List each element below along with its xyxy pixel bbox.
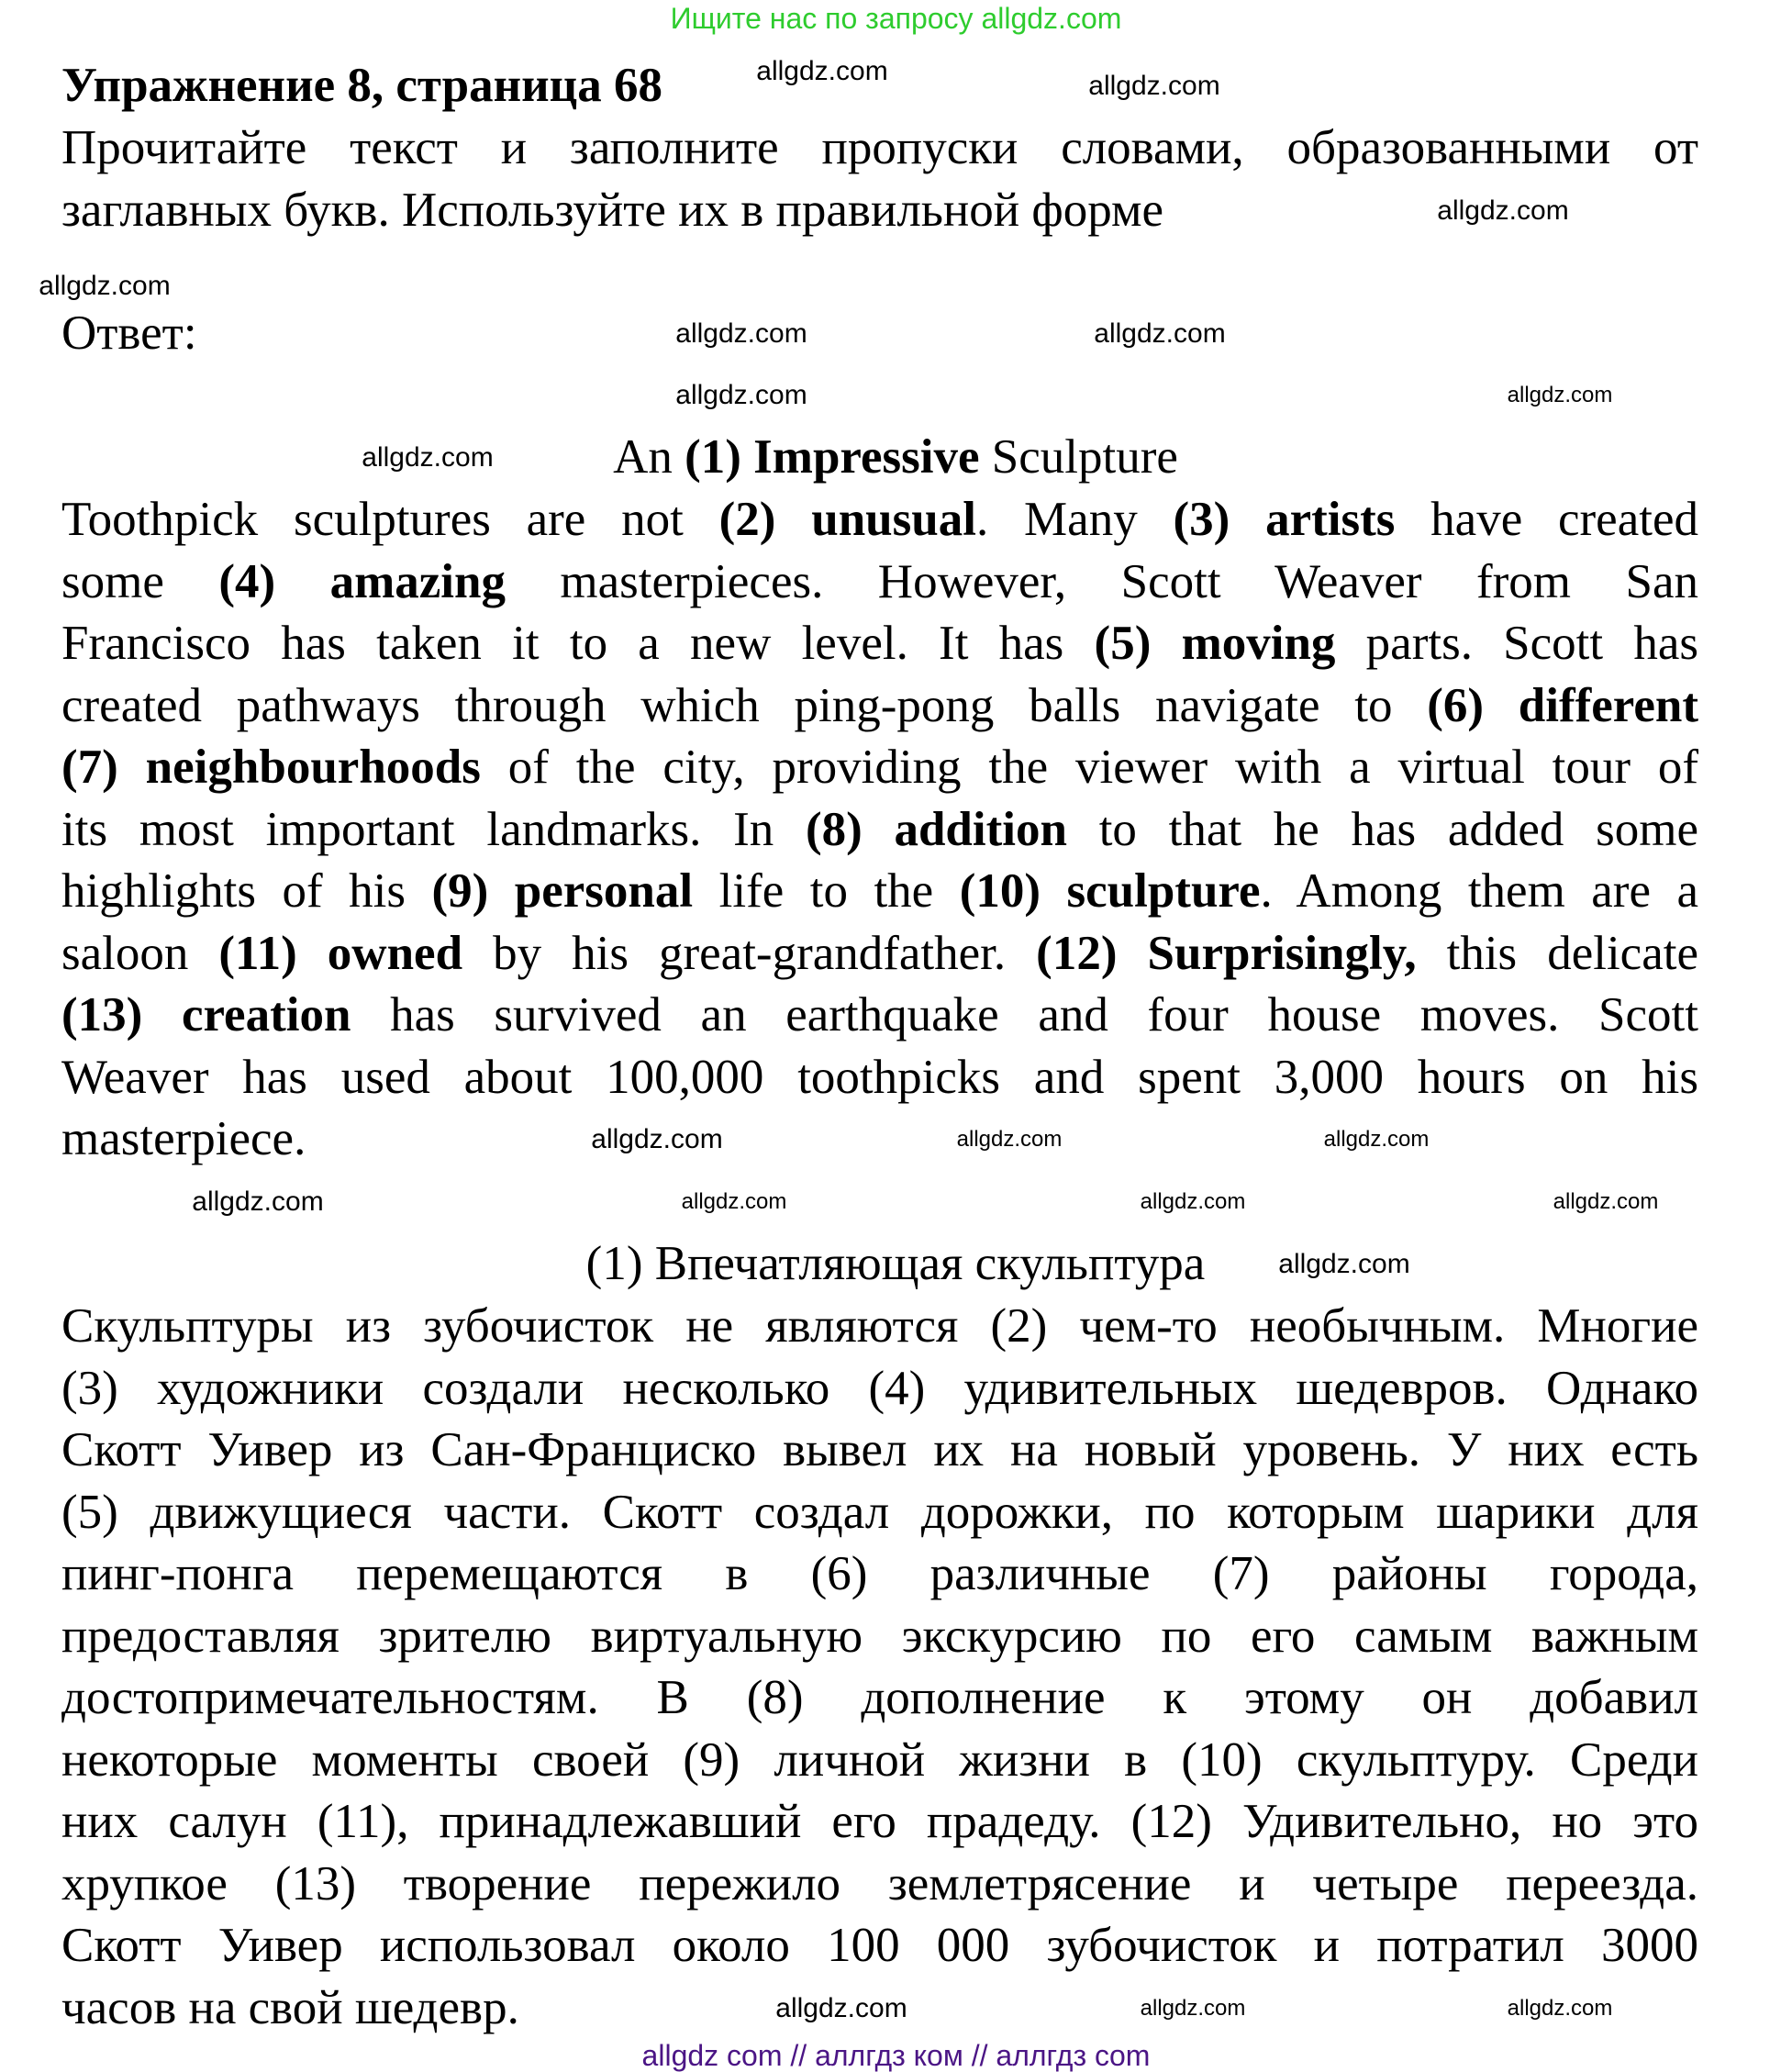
- text-segment: of the city, providing the viewer with a virtual tour of: [480, 741, 1698, 794]
- watermark: allgdz.com: [1140, 1189, 1246, 1214]
- text-segment: created pathways through which ping-pong balls navigate to: [61, 678, 1428, 732]
- text-segment: this delicate: [1416, 926, 1698, 980]
- text-segment: saloon: [61, 926, 219, 980]
- russian-text-line: [61, 1606, 1698, 1666]
- text-segment: часов на свой шедевр.: [61, 1980, 519, 2034]
- russian-heading: [586, 1233, 1206, 1294]
- answer-word: (7) neighbourhoods: [61, 741, 481, 794]
- text-segment: some: [61, 554, 219, 608]
- answer-word: (9) personal: [431, 864, 694, 918]
- russian-text-line: [61, 1730, 1698, 1790]
- english-text-line: [61, 985, 1698, 1045]
- watermark: allgdz.com: [1507, 1996, 1613, 2021]
- answer-word: (5) moving: [1094, 617, 1336, 670]
- text-segment: достопримечательностям. В (8) дополнение к этому он добавил: [61, 1671, 1698, 1724]
- russian-text-line: [61, 1915, 1698, 1976]
- russian-text-line: [61, 1854, 1698, 1914]
- text-segment: Скульптуры из зубочисток не являются (2) чем-то необычным. Многие: [61, 1299, 1698, 1353]
- watermark: allgdz.com: [675, 380, 807, 410]
- text-segment: (3) художники создали несколько (4) удивительных шедевров. Однако: [61, 1361, 1698, 1415]
- english-text-line: [61, 861, 1698, 921]
- text-segment: masterpieces. However, Scott Weaver from San: [505, 554, 1698, 608]
- answer-word: (3) artists: [1173, 493, 1396, 546]
- english-text-line: [61, 489, 1698, 550]
- text-segment: хрупкое (13) творение пережило землетрясение и четыре переезда.: [61, 1856, 1698, 1910]
- english-text-line: [61, 613, 1698, 674]
- page-title: Упражнение 8, страница 68: [61, 59, 662, 112]
- watermark: allgdz.com: [956, 1127, 1063, 1152]
- answer-word: (2) unusual: [718, 493, 976, 546]
- footer-links[interactable]: allgdz com // аллгдз ком // аллгдз com: [641, 2039, 1151, 2072]
- answer-word: (1) Impressive: [685, 430, 980, 484]
- text-segment: (5) движущиеся части. Скотт создал дорожки, по которым шарики для: [61, 1485, 1698, 1539]
- english-text-line: [61, 737, 1698, 797]
- text-segment: life to the: [693, 864, 960, 918]
- answer-label: Ответ:: [61, 306, 197, 360]
- text-segment: некоторые моменты своей (9) личной жизни в (10) скульптуру. Среди: [61, 1732, 1698, 1787]
- watermark: allgdz.com: [591, 1124, 723, 1154]
- english-text-line: [61, 1047, 1698, 1108]
- english-text-line: [61, 799, 1698, 860]
- answer-word: (11) owned: [218, 926, 463, 980]
- text-segment: highlights of his: [61, 864, 432, 918]
- watermark: allgdz.com: [39, 271, 171, 301]
- watermark: allgdz.com: [1437, 195, 1569, 226]
- russian-text-line: [61, 1358, 1698, 1419]
- answer-word: (8) addition: [805, 802, 1067, 856]
- answer-word: (4) amazing: [218, 554, 506, 608]
- watermark: allgdz.com: [1094, 318, 1226, 349]
- text-segment: An: [613, 430, 685, 484]
- russian-text-line: [61, 1667, 1698, 1728]
- text-segment: Toothpick sculptures are not: [61, 493, 719, 546]
- text-segment: Скотт Уивер из Сан-Франциско вывел их на новый уровень. У них есть: [61, 1423, 1698, 1476]
- text-segment: Weaver has used about 100,000 toothpicks and spent 3,000 hours on his: [61, 1050, 1698, 1104]
- text-segment: Francisco has taken it to a new level. It has: [61, 617, 1095, 670]
- text-segment: parts. Scott has: [1335, 617, 1699, 670]
- english-text-line: [61, 551, 1698, 612]
- text-segment: них салун (11), принадлежавший его прадеду. (12) Удивительно, но это: [61, 1795, 1698, 1848]
- russian-text-line: [61, 1420, 1698, 1480]
- watermark: allgdz.com: [675, 318, 807, 349]
- watermark: allgdz.com: [681, 1189, 787, 1214]
- russian-text-line: [61, 1543, 1698, 1604]
- russian-text-line: [61, 1791, 1698, 1852]
- english-text-line: [61, 1108, 306, 1169]
- answer-word: (12) Surprisingly,: [1036, 926, 1417, 980]
- text-segment: (1) Впечатляющая скульптура: [585, 1237, 1206, 1290]
- text-segment: have created: [1395, 493, 1698, 546]
- watermark: allgdz.com: [1088, 71, 1220, 101]
- text-segment: has survived an earthquake and four house moves. Scott: [351, 988, 1699, 1042]
- russian-text-line: [61, 1296, 1698, 1356]
- english-text-line: [61, 675, 1698, 736]
- russian-text-line: [61, 1977, 519, 2038]
- text-segment: masterpiece.: [61, 1112, 306, 1165]
- answer-word: (6) different: [1427, 678, 1699, 732]
- watermark: allgdz.com: [1140, 1996, 1246, 2021]
- text-segment: Скотт Уивер использовал около 100 000 зубочисток и потратил 3000: [61, 1919, 1698, 1972]
- russian-text-line: [61, 1482, 1698, 1543]
- answer-word: (10) sculpture: [959, 864, 1261, 918]
- watermark: allgdz.com: [775, 1993, 907, 2023]
- watermark: allgdz.com: [1278, 1249, 1410, 1279]
- english-heading: [613, 427, 1178, 487]
- watermark: allgdz.com: [1323, 1127, 1430, 1152]
- instruction-line: заглавных букв. Используйте их в правильной форме: [61, 184, 1164, 237]
- watermark: allgdz.com: [1507, 383, 1613, 407]
- text-segment: предоставляя зрителю виртуальную экскурсию по его самым важным: [61, 1609, 1698, 1663]
- instruction-line: Прочитайте текст и заполните пропуски словами, образованными от: [61, 121, 1698, 174]
- answer-word: (13) creation: [61, 988, 351, 1042]
- watermark: allgdz.com: [192, 1186, 324, 1217]
- watermark: allgdz.com: [1553, 1189, 1659, 1214]
- text-segment: to that he has added some: [1066, 802, 1699, 856]
- watermark: allgdz.com: [362, 442, 494, 473]
- watermark: allgdz.com: [756, 56, 888, 86]
- text-segment: пинг-понга перемещаются в (6) различные (7) районы города,: [61, 1547, 1698, 1600]
- text-segment: . Many: [976, 493, 1174, 546]
- text-segment: its most important landmarks. In: [61, 802, 806, 856]
- text-segment: by his great-grandfather.: [462, 926, 1037, 980]
- text-segment: Sculpture: [979, 430, 1178, 484]
- english-text-line: [61, 923, 1698, 984]
- text-segment: . Among them are a: [1260, 864, 1698, 918]
- top-banner[interactable]: Ищите нас по запросу allgdz.com: [670, 2, 1122, 35]
